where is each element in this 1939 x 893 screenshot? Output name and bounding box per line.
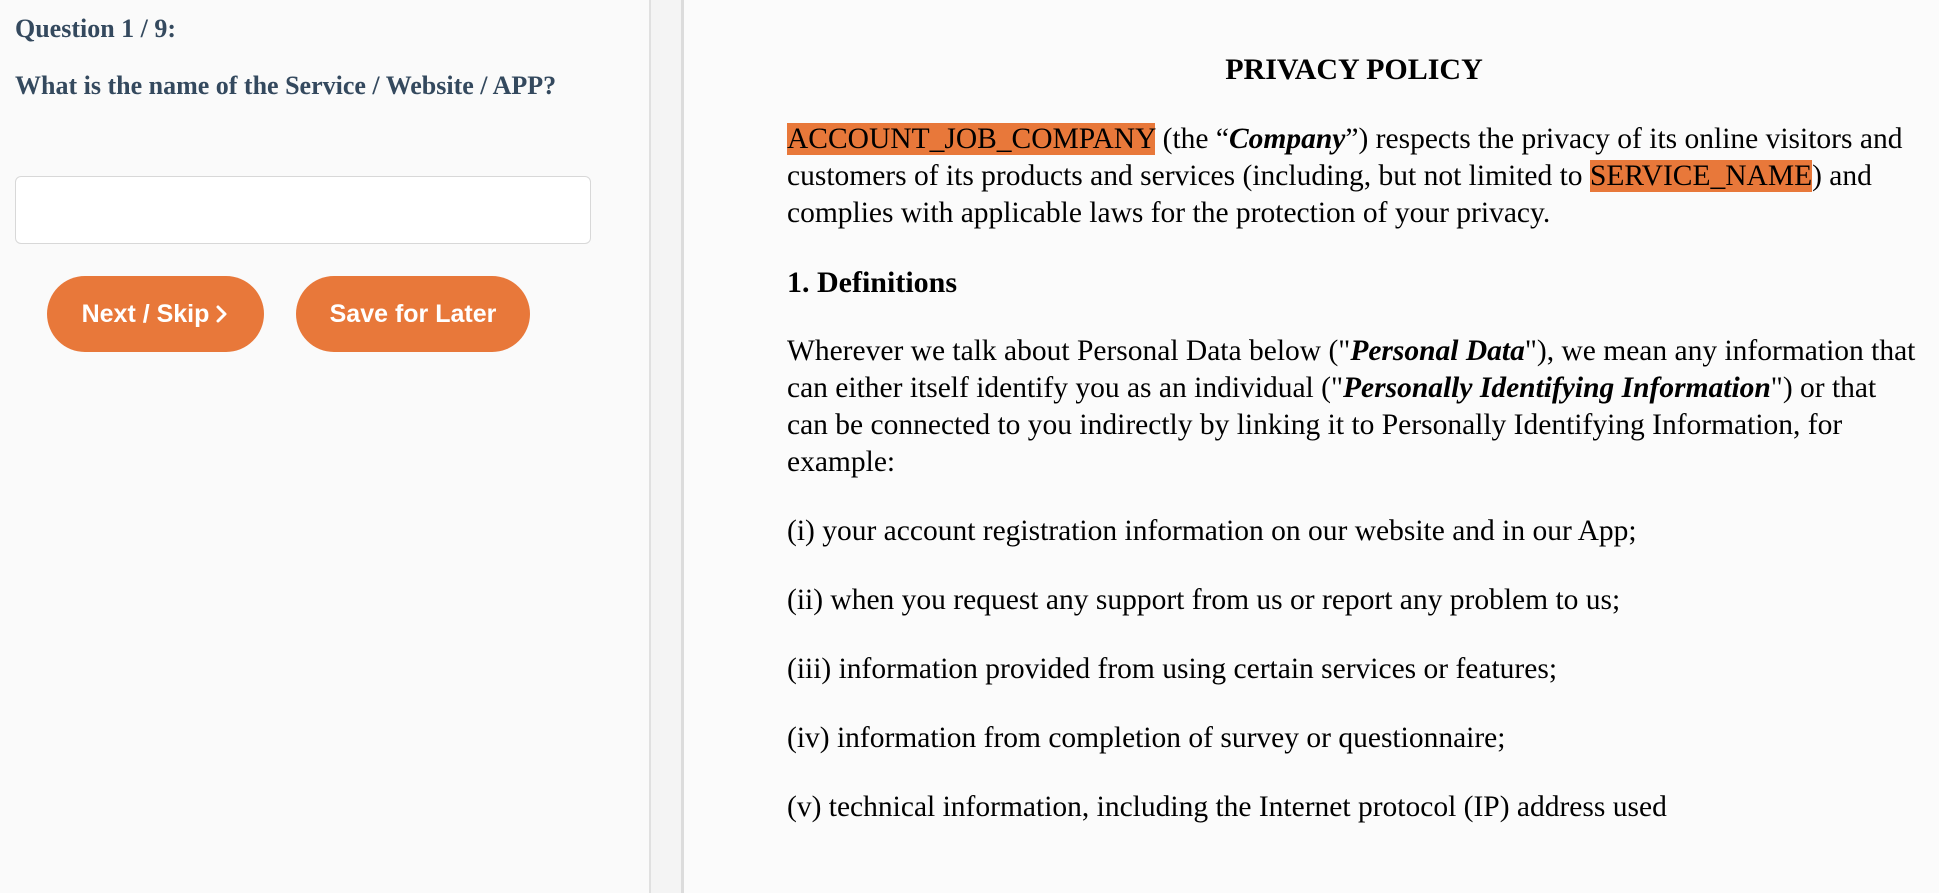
- document-title: PRIVACY POLICY: [1225, 53, 1483, 86]
- company-term: Company: [1229, 123, 1346, 155]
- document-preview: [684, 0, 1939, 893]
- next-skip-button[interactable]: [47, 276, 264, 352]
- service-name-placeholder[interactable]: SERVICE_NAME: [1589, 160, 1813, 192]
- questionnaire-panel: [0, 0, 651, 893]
- definitions-text-c: ") or that can be connected to you indirectly by linking it to Personally Identifying Information, for example:: [787, 372, 1877, 478]
- list-item: (iv) information from completion of survey or questionnaire;: [787, 722, 1506, 754]
- intro-text-a: (the “: [1155, 123, 1229, 155]
- definitions-text-b: "), we mean any information that can either itself identify you as an individual (": [787, 335, 1916, 404]
- next-skip-label: Next / Skip: [81, 299, 210, 328]
- answer-input[interactable]: [15, 176, 591, 244]
- list-item: (iii) information provided from using certain services or features;: [787, 653, 1558, 685]
- list-item: (v) technical information, including the Internet protocol (IP) address used: [787, 791, 1667, 823]
- list-item: (ii) when you request any support from us or report any problem to us;: [787, 584, 1621, 616]
- term-personal-data: Personal Data: [1350, 335, 1525, 367]
- intro-paragraph: [787, 121, 1917, 232]
- intro-text-c: ) and complies with applicable laws for the protection of your privacy.: [787, 160, 1872, 229]
- term-personally-identifying-information: Personally Identifying Information: [1343, 372, 1771, 404]
- document-body: [787, 121, 1917, 858]
- intro-text-b: ”) respects the privacy of its online visitors and customers of its products and services (including, but not limited to: [787, 123, 1903, 192]
- definitions-text-a: Wherever we talk about Personal Data below (": [787, 335, 1351, 367]
- section-heading-definitions: 1. Definitions: [787, 266, 958, 299]
- save-for-later-button[interactable]: [296, 276, 530, 352]
- chevron-right-icon: [215, 304, 229, 324]
- company-placeholder[interactable]: ACCOUNT_JOB_COMPANY: [787, 123, 1156, 155]
- list-item: (i) your account registration information on our website and in our App;: [787, 515, 1637, 547]
- definitions-paragraph: [787, 333, 1917, 481]
- question-text: What is the name of the Service / Website / APP?: [15, 71, 557, 100]
- question-counter: Question 1 / 9:: [15, 14, 177, 43]
- pane-divider[interactable]: [651, 0, 684, 893]
- save-for-later-label: Save for Later: [329, 299, 497, 328]
